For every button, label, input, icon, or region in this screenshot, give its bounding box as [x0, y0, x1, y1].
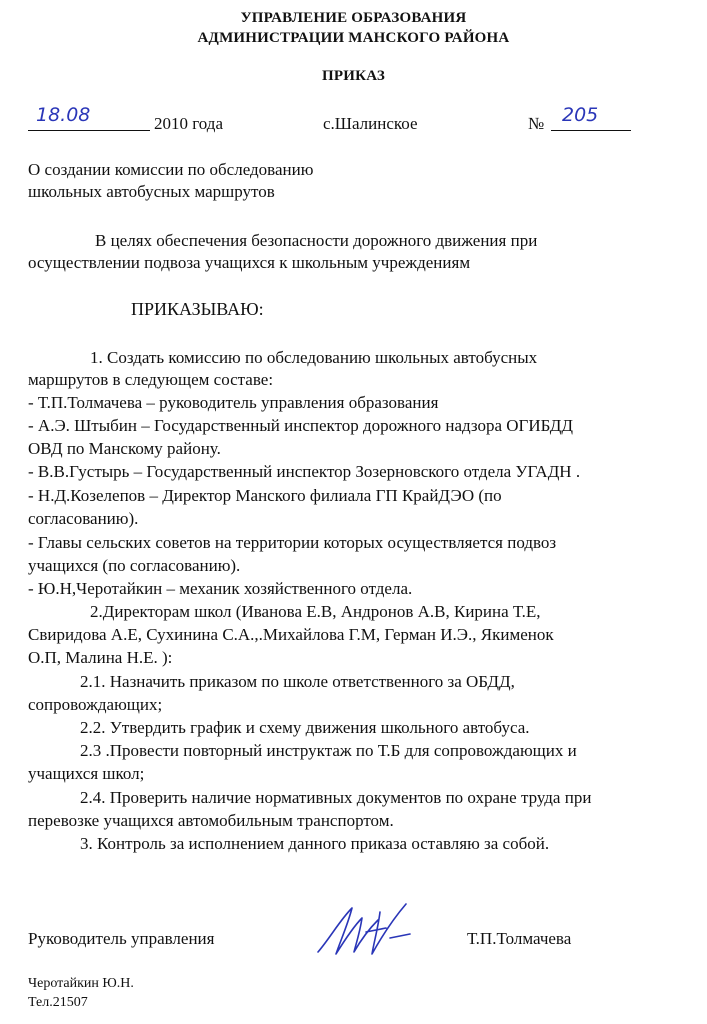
executor-name: Черотайкин Ю.Н.: [28, 976, 134, 991]
body-line: сопровождающих;: [28, 695, 163, 714]
preamble-line-2: осуществлении подвоза учащихся к школьным учреждениям: [28, 253, 471, 272]
body-line: учащихся школ;: [28, 764, 145, 783]
body-line: маршрутов в следующем составе:: [28, 370, 274, 389]
subject-line-1: О создании комиссии по обследованию: [28, 160, 314, 179]
org-line-2: АДМИНИСТРАЦИИ МАНСКОГО РАЙОНА: [197, 30, 510, 46]
body-line: 2.3 .Провести повторный инструктаж по Т.Б для сопровождающих и: [80, 741, 577, 760]
preamble-line-1: В целях обеспечения безопасности дорожного движения при: [95, 231, 538, 250]
number-label: №: [528, 114, 545, 133]
body-line: 2.4. Проверить наличие нормативных документов по охране труда при: [80, 788, 592, 807]
body-line: - Главы сельских советов на территории которых осуществляется подвоз: [28, 533, 557, 552]
signature-position: Руководитель управления: [28, 929, 215, 948]
body-line: - Ю.Н,Черотайкин – механик хозяйственного отдела.: [28, 579, 413, 598]
body-line: ОВД по Манскому району.: [28, 439, 221, 458]
body-line: О.П, Малина Н.Е. ):: [28, 648, 173, 667]
order-word: ПРИКАЗЫВАЮ:: [131, 299, 264, 319]
number-underline: [551, 130, 631, 131]
doc-type-title: ПРИКАЗ: [322, 68, 385, 84]
body-line: учащихся (по согласованию).: [28, 556, 241, 575]
body-line: согласованию).: [28, 509, 139, 528]
year-text: 2010 года: [154, 114, 224, 133]
body-line: Свиридова А.Е, Сухинина С.А.,.Михайлова Г.М, Герман И.Э., Якименок: [28, 625, 554, 644]
body-line: - А.Э. Штыбин – Государственный инспектор дорожного надзора ОГИБДД: [28, 416, 573, 435]
body-line: перевозке учащихся автомобильным транспортом.: [28, 811, 394, 830]
body-line: 3. Контроль за исполнением данного приказа оставляю за собой.: [80, 834, 550, 853]
body-line: 2.2. Утвердить график и схему движения школьного автобуса.: [80, 718, 530, 737]
body-line: - В.В.Густырь – Государственный инспектор Зозерновского отдела УГАДН .: [28, 462, 581, 481]
handwritten-signature-icon: [310, 898, 420, 960]
org-line-1: УПРАВЛЕНИЕ ОБРАЗОВАНИЯ: [240, 10, 467, 26]
body-line: 1. Создать комиссию по обследованию школьных автобусных: [90, 348, 538, 367]
body-line: - Н.Д.Козелепов – Директор Манского филиала ГП КрайДЭО (по: [28, 486, 502, 505]
number-handwritten: 205: [562, 104, 599, 126]
body-line: 2.1. Назначить приказом по школе ответственного за ОБДД,: [80, 672, 515, 691]
signature-name: Т.П.Толмачева: [467, 929, 572, 948]
body-line: - Т.П.Толмачева – руководитель управления образования: [28, 393, 439, 412]
subject-line-2: школьных автобусных маршрутов: [28, 182, 275, 201]
body-line: 2.Директорам школ (Иванова Е.В, Андронов А.В, Кирина Т.Е,: [90, 602, 541, 621]
executor-phone: Тел.21507: [28, 995, 88, 1010]
date-underline: [28, 130, 150, 131]
place-text: с.Шалинское: [323, 114, 418, 133]
date-handwritten: 18.08: [36, 104, 91, 126]
